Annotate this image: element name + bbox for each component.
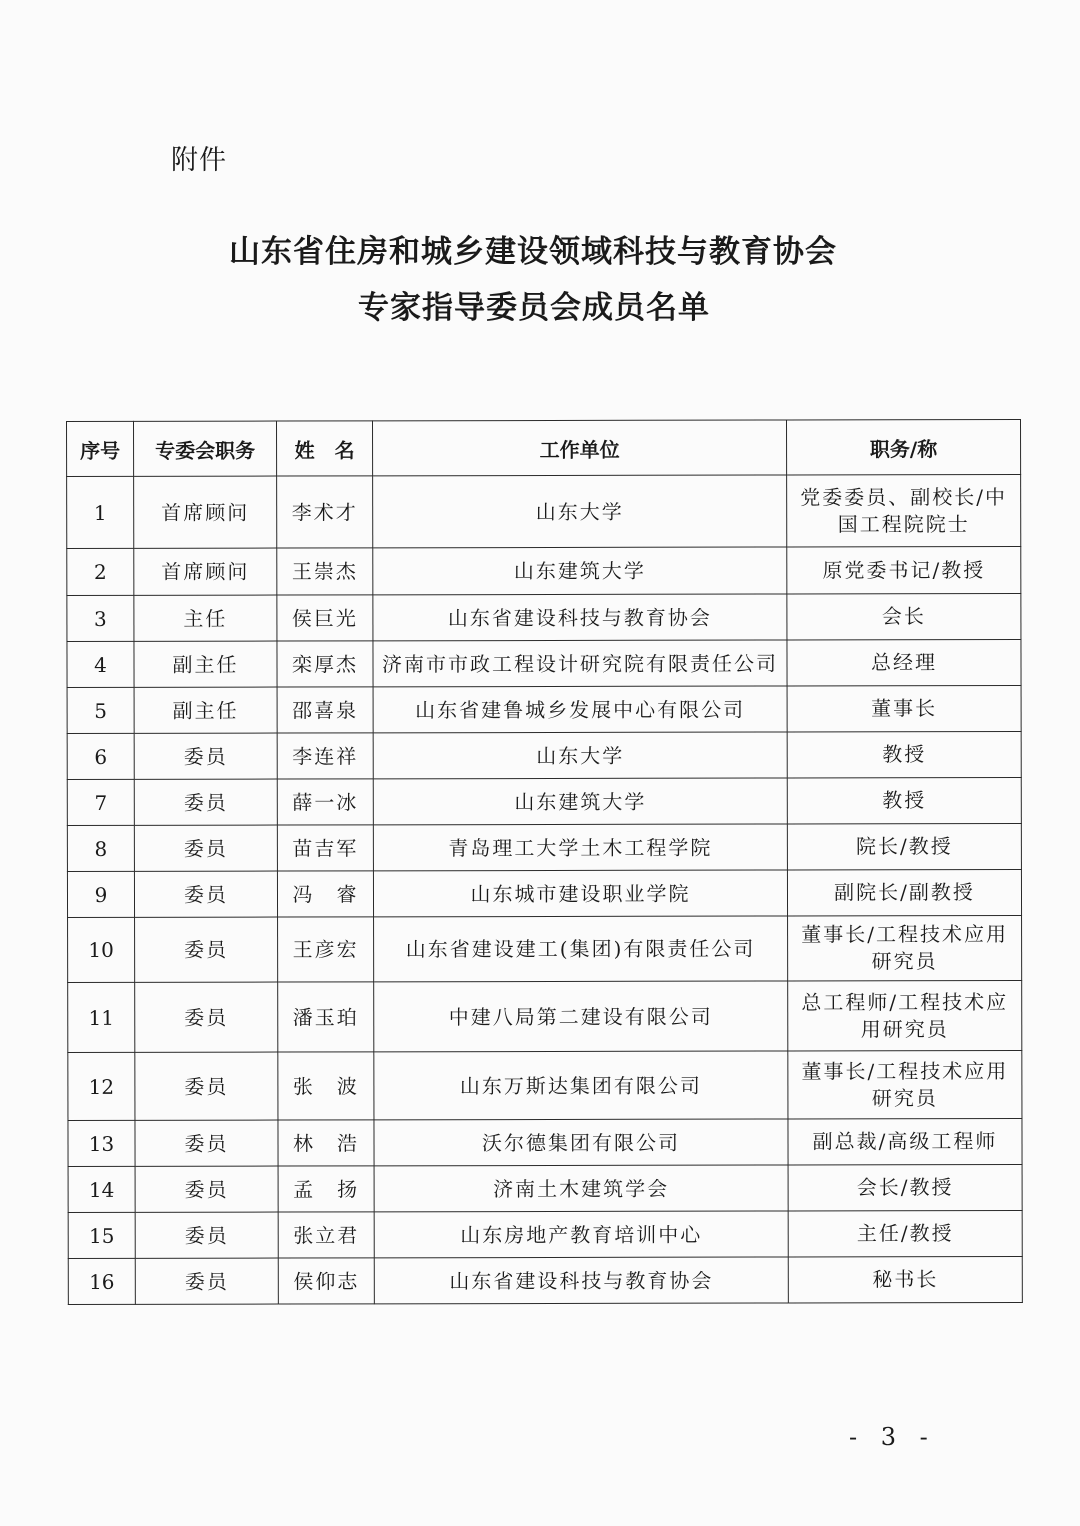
cell-unit: 山东房地产教育培训中心 [374, 1211, 788, 1258]
cell-role: 副主任 [134, 641, 277, 687]
cell-title: 董事长/工程技术应用研究员 [788, 1050, 1022, 1118]
cell-name: 孟 扬 [278, 1166, 374, 1212]
table-row [67, 778, 1021, 826]
cell-no: 7 [67, 779, 134, 825]
table-row [67, 547, 1021, 596]
table-row [67, 686, 1021, 734]
cell-role: 委员 [135, 1258, 278, 1304]
cell-role: 委员 [134, 779, 277, 825]
cell-no: 8 [67, 825, 134, 871]
cell-name: 张立君 [278, 1212, 374, 1258]
attachment-label: 附件 [171, 145, 227, 176]
page-number: - 3 - [849, 1423, 936, 1451]
cell-unit: 山东大学 [373, 475, 787, 548]
cell-title: 秘书长 [788, 1256, 1022, 1302]
cell-unit: 沃尔德集团有限公司 [374, 1119, 788, 1166]
cell-name: 侯巨光 [277, 595, 373, 641]
cell-name: 王崇杰 [277, 548, 373, 595]
table-row [68, 1164, 1022, 1212]
cell-name: 侯仰志 [278, 1258, 374, 1304]
header-role: 专委会职务 [134, 421, 277, 476]
cell-title: 党委委员、副校长/中国工程院院士 [787, 475, 1021, 547]
cell-title: 总经理 [787, 640, 1021, 686]
cell-unit: 山东万斯达集团有限公司 [374, 1051, 788, 1120]
cell-role: 委员 [134, 871, 277, 917]
cell-title: 会长/教授 [788, 1164, 1022, 1210]
cell-name: 冯 睿 [277, 871, 373, 917]
cell-role: 首席顾问 [134, 548, 277, 595]
cell-name: 苗吉军 [277, 825, 373, 871]
cell-no: 5 [67, 687, 134, 733]
document-title-line2: 专家指导委员会成员名单 [358, 290, 710, 326]
cell-no: 9 [67, 871, 134, 917]
table-row [68, 1118, 1022, 1166]
cell-unit: 中建八局第二建设有限公司 [374, 981, 788, 1052]
cell-unit: 青岛理工大学土木工程学院 [373, 824, 787, 871]
cell-no: 2 [67, 548, 134, 595]
cell-role: 委员 [135, 1166, 278, 1212]
cell-unit: 山东建筑大学 [373, 778, 787, 825]
cell-unit: 山东省建鲁城乡发展中心有限公司 [373, 686, 787, 733]
cell-role: 委员 [135, 917, 278, 982]
cell-role: 首席顾问 [134, 476, 277, 548]
cell-title: 副总裁/高级工程师 [788, 1118, 1022, 1164]
cell-name: 潘玉珀 [278, 982, 374, 1052]
cell-unit: 山东大学 [373, 732, 787, 779]
cell-name: 王彦宏 [278, 917, 374, 982]
cell-unit: 山东建筑大学 [373, 547, 787, 595]
header-name: 姓 名 [277, 421, 373, 476]
cell-title: 会长 [787, 594, 1021, 640]
table-body [67, 475, 1023, 1305]
document-title-line1: 山东省住房和城乡建设领域科技与教育协会 [229, 234, 837, 270]
cell-unit: 山东省建设建工(集团)有限责任公司 [374, 916, 788, 982]
cell-no: 16 [68, 1258, 135, 1304]
cell-title: 教授 [787, 778, 1021, 824]
table-row [68, 915, 1022, 982]
table-row [67, 640, 1021, 688]
cell-role: 主任 [134, 595, 277, 641]
cell-role: 委员 [134, 733, 277, 779]
header-unit: 工作单位 [373, 420, 787, 476]
table-row [67, 594, 1021, 642]
cell-unit: 济南土木建筑学会 [374, 1165, 788, 1212]
cell-title: 副院长/副教授 [787, 869, 1021, 915]
table-row [68, 1050, 1022, 1120]
cell-no: 6 [67, 733, 134, 779]
cell-no: 1 [67, 476, 134, 548]
cell-role: 委员 [135, 1052, 278, 1120]
table-row [67, 869, 1021, 917]
cell-title: 董事长 [787, 686, 1021, 732]
table-header-row [67, 420, 1021, 477]
cell-name: 张 波 [278, 1052, 374, 1120]
cell-name: 林 浩 [278, 1120, 374, 1166]
cell-role: 委员 [135, 1212, 278, 1258]
cell-no: 14 [68, 1166, 135, 1212]
cell-title: 主任/教授 [788, 1210, 1022, 1256]
cell-role: 委员 [135, 982, 278, 1052]
cell-no: 13 [68, 1120, 135, 1166]
cell-title: 董事长/工程技术应用研究员 [788, 915, 1022, 980]
cell-name: 栾厚杰 [277, 641, 373, 687]
table-row [67, 824, 1021, 872]
cell-no: 10 [68, 917, 135, 982]
table-row [67, 475, 1021, 549]
cell-title: 院长/教授 [787, 824, 1021, 870]
cell-name: 薛一冰 [277, 779, 373, 825]
table-row [67, 732, 1021, 780]
header-no: 序号 [67, 421, 134, 476]
cell-no: 4 [67, 641, 134, 687]
table-row [68, 980, 1022, 1052]
cell-unit: 山东省建设科技与教育协会 [373, 594, 787, 641]
cell-name: 李术才 [277, 476, 373, 548]
cell-no: 12 [68, 1052, 135, 1120]
cell-no: 3 [67, 595, 134, 641]
cell-title: 教授 [787, 732, 1021, 778]
header-title: 职务/称 [786, 420, 1020, 475]
cell-no: 11 [68, 982, 135, 1052]
cell-unit: 济南市市政工程设计研究院有限责任公司 [373, 640, 787, 687]
cell-unit: 山东城市建设职业学院 [373, 870, 787, 917]
cell-role: 副主任 [134, 687, 277, 733]
cell-unit: 山东省建设科技与教育协会 [374, 1257, 788, 1304]
member-roster-table [66, 419, 1023, 1305]
cell-role: 委员 [135, 1120, 278, 1166]
cell-no: 15 [68, 1212, 135, 1258]
table-row [68, 1210, 1022, 1258]
table-row [68, 1256, 1022, 1304]
cell-role: 委员 [134, 825, 277, 871]
cell-title: 原党委书记/教授 [787, 547, 1021, 594]
cell-title: 总工程师/工程技术应用研究员 [788, 980, 1022, 1050]
cell-name: 李连祥 [277, 733, 373, 779]
cell-name: 邵喜泉 [277, 687, 373, 733]
